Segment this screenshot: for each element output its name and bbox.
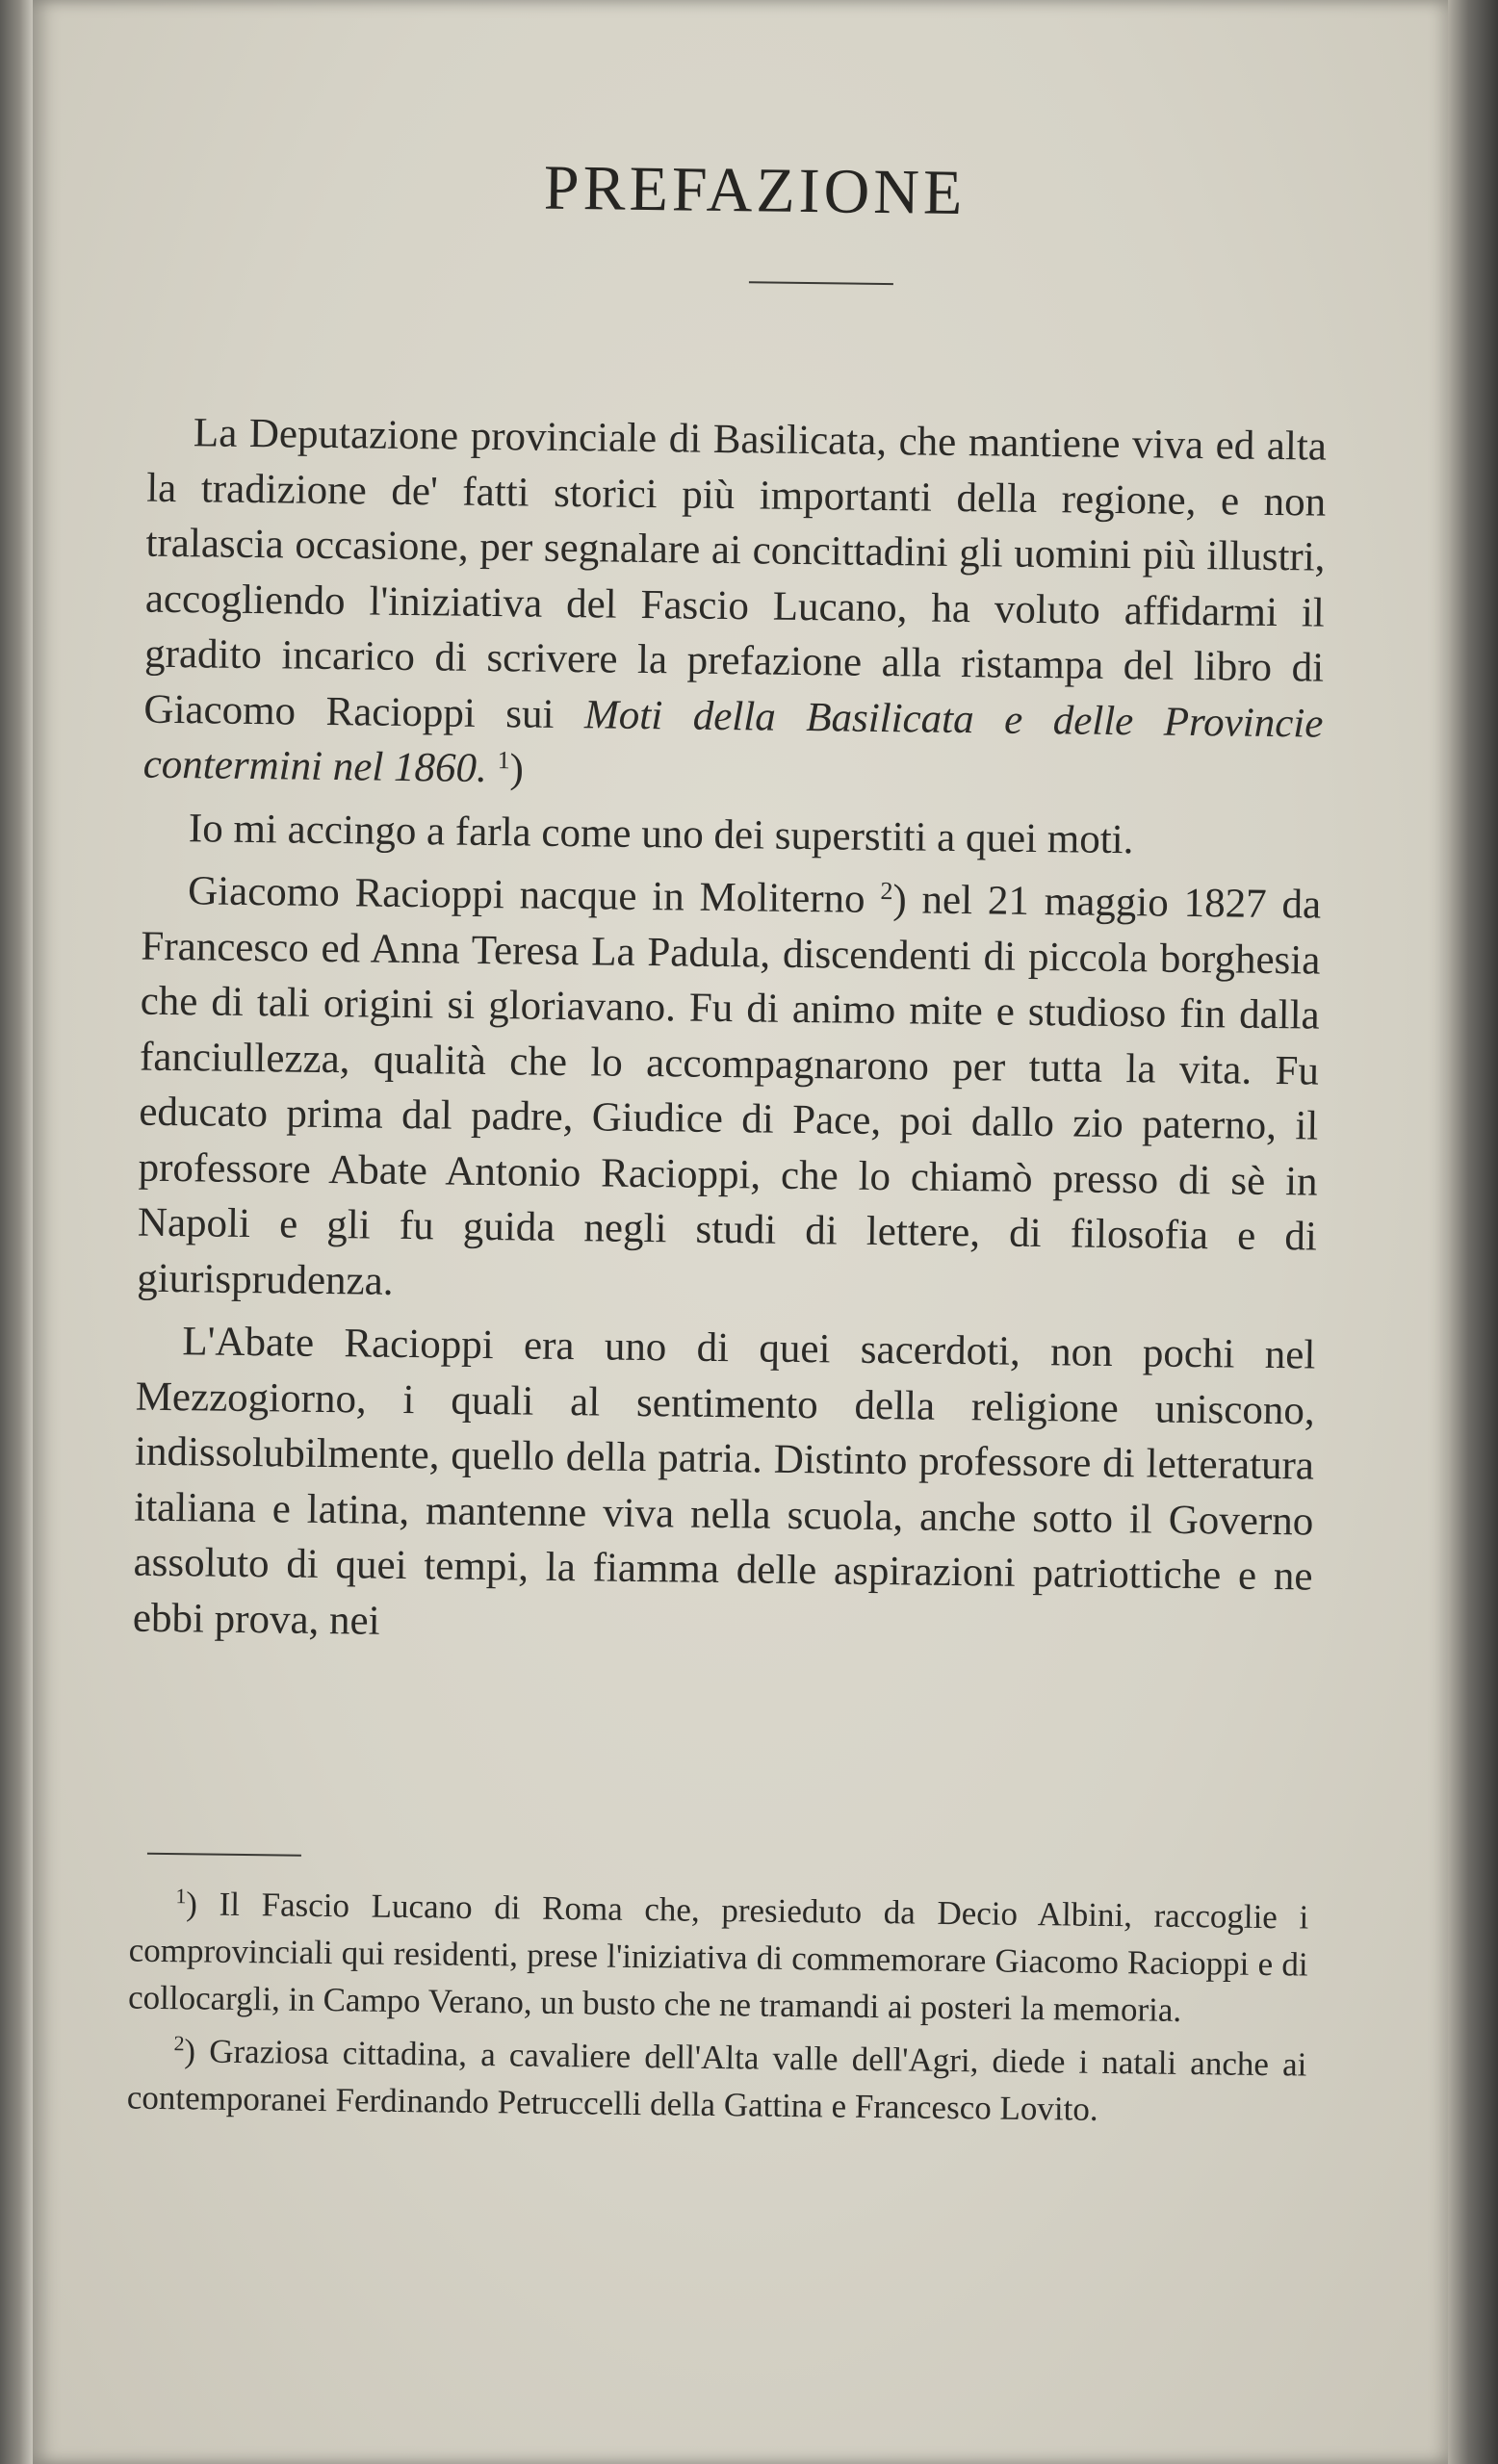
footnote-2 bbox=[127, 2027, 1307, 2136]
footnote-ref-2[interactable]: 2 bbox=[880, 877, 893, 906]
footnote-ref-1[interactable]: 1 bbox=[497, 746, 510, 775]
paragraph-3-text-2: ) nel 21 maggio 1827 da Francesco ed Anna Teresa La Padula, discendenti di piccola borghesia che di tali origini si gloriavano. Fu di animo mite e studioso fin dalla fanciullezza, qualità che lo accompagnarono per tutta la vita. Fu educato prima dal padre, Giudice di Pace, poi dallo zio paterno, il professore Abate Antonio Racioppi, che lo chiamò presso di sè in Napoli e gli fu guida negli studi di lettere, di filosofia e di giurisprudenza. bbox=[136, 877, 1322, 1304]
footnote-rule bbox=[147, 1853, 301, 1857]
book-page bbox=[33, 0, 1448, 2464]
footnote-2-mark: 2 bbox=[173, 2031, 185, 2056]
footnote-1 bbox=[128, 1880, 1309, 2036]
footnote-1-text: ) Il Fascio Lucano di Roma che, presieduto da Decio Albini, raccoglie i comprovinciali qui residenti, prese l'iniziativa di commemorare Giacomo Racioppi e di collocargli, in Campo Verano, un busto che ne tramandi ai posteri la memoria. bbox=[127, 1885, 1309, 2029]
footnotes bbox=[126, 1880, 1308, 2142]
page-title: PREFAZIONE bbox=[543, 152, 967, 229]
footnote-2-text: ) Graziosa cittadina, a cavaliere dell'Alta valle dell'Agri, diede i natali anche ai contemporanei Ferdinando Petruccelli della Gattina e Francesco Lovito. bbox=[126, 2032, 1307, 2128]
paragraph-1-text: La Deputazione provinciale di Basilicata, che mantiene viva ed alta la tradizione de' fatti storici più importanti della regione, e non tralascia occasione, per segnalare ai concittadini gli uomini più illustri, accogliendo l'iniziativa del Fascio Lucano, ha voluto affidarmi il gradito incarico di scrivere la prefazione alla ristampa del libro di Giacomo Racioppi sui bbox=[143, 410, 1328, 737]
footnote-ref-1-paren: ) bbox=[509, 746, 525, 792]
paragraph-1 bbox=[142, 405, 1327, 807]
page-content bbox=[101, 0, 1334, 2464]
paragraph-4: L'Abate Racioppi era uno di quei sacerdoti, non pochi nel Mezzogiorno, i quali al sentimento della religione uniscono, indissolubilmente, quello della patria. Distinto professore di letteratura italiana e latina, mantenne viva nella scuola, anche sotto il Governo assoluto di quei tempi, la fiamma delle aspirazioni patriottiche e ne ebbi prova, nei bbox=[132, 1319, 1316, 1644]
paragraph-2: Io mi accingo a farla come uno dei superstiti a quei moti. bbox=[188, 805, 1134, 862]
book-title-italic: Moti della Basilicata e delle Provincie contermini nel 1860. bbox=[142, 691, 1324, 792]
footnote-1-mark: 1 bbox=[175, 1884, 187, 1909]
paragraph-3-text-1: Giacomo Racioppi nacque in Moliterno bbox=[187, 868, 881, 923]
paragraph-3 bbox=[137, 863, 1322, 1321]
body-text bbox=[132, 405, 1327, 1668]
title-rule bbox=[749, 281, 893, 285]
